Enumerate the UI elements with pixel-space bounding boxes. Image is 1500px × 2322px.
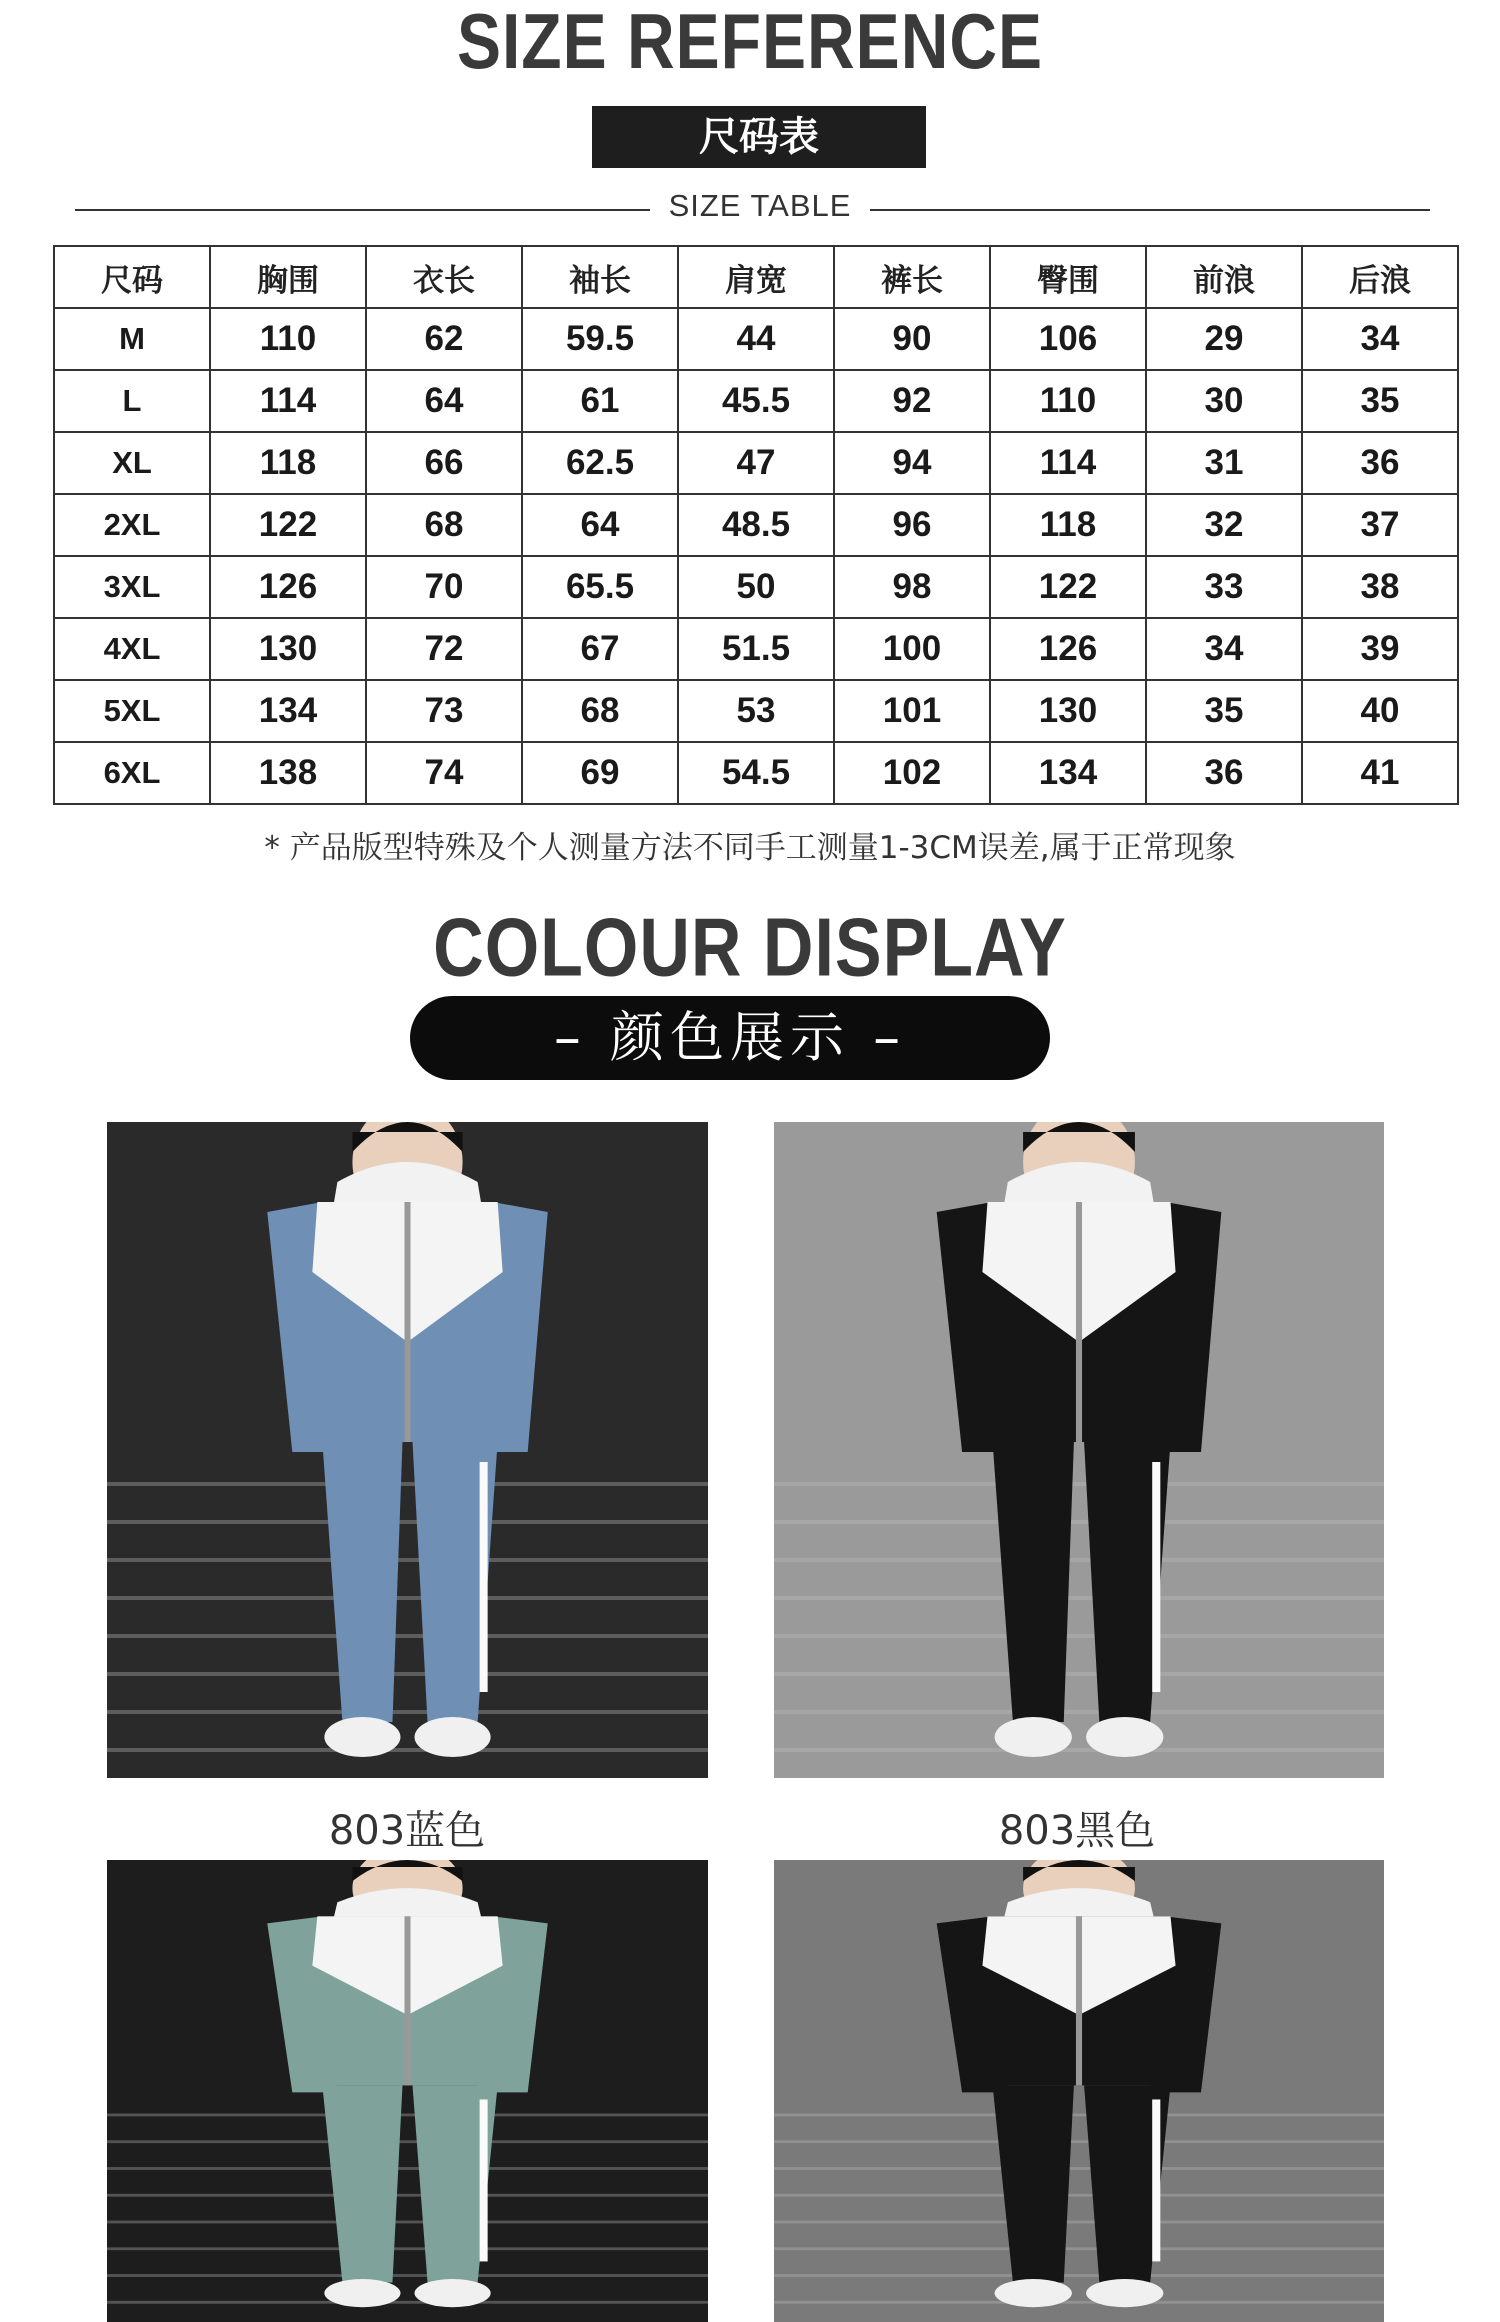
measurement-cell: 96 [834,494,990,556]
measurement-cell: 36 [1302,432,1458,494]
measurement-cell: 94 [834,432,990,494]
measurement-cell: 130 [990,680,1146,742]
size-header-cell: 胸围 [210,246,366,308]
product-photo-white-black [774,1860,1384,2322]
size-name-cell: M [54,308,210,370]
size-header-cell: 后浪 [1302,246,1458,308]
measurement-cell: 61 [522,370,678,432]
measurement-cell: 47 [678,432,834,494]
measurement-cell: 102 [834,742,990,804]
measurement-cell: 44 [678,308,834,370]
measurement-cell: 37 [1302,494,1458,556]
measurement-cell: 59.5 [522,308,678,370]
measurement-cell: 65.5 [522,556,678,618]
size-name-cell: 4XL [54,618,210,680]
measurement-cell: 35 [1302,370,1458,432]
size-table-header [54,246,1458,308]
measurement-cell: 114 [210,370,366,432]
measurement-cell: 134 [210,680,366,742]
measurement-cell: 29 [1146,308,1302,370]
measurement-cell: 110 [210,308,366,370]
measurement-cell: 50 [678,556,834,618]
divider-left [75,209,650,211]
measurement-cell: 62.5 [522,432,678,494]
measurement-cell: 72 [366,618,522,680]
product-photo-black [774,1122,1384,1778]
size-reference-title: SIZE REFERENCE [456,0,1044,85]
measurement-cell: 118 [210,432,366,494]
size-header-cell: 裤长 [834,246,990,308]
measurement-cell: 62 [366,308,522,370]
size-row [54,556,1458,618]
size-header-cell: 前浪 [1146,246,1302,308]
measurement-cell: 114 [990,432,1146,494]
measurement-cell: 70 [366,556,522,618]
size-table [53,245,1459,805]
measurement-cell: 100 [834,618,990,680]
measurement-cell: 122 [990,556,1146,618]
size-name-cell: 5XL [54,680,210,742]
size-name-cell: 6XL [54,742,210,804]
measurement-cell: 106 [990,308,1146,370]
measurement-cell: 31 [1146,432,1302,494]
measurement-cell: 134 [990,742,1146,804]
measurement-cell: 126 [990,618,1146,680]
size-header-cell: 肩宽 [678,246,834,308]
measurement-cell: 34 [1146,618,1302,680]
measurement-cell: 90 [834,308,990,370]
size-row [54,680,1458,742]
measurement-cell: 122 [210,494,366,556]
product-photo-blue [107,1122,708,1778]
size-row [54,742,1458,804]
size-name-cell: 2XL [54,494,210,556]
measurement-cell: 48.5 [678,494,834,556]
measurement-cell: 41 [1302,742,1458,804]
product-photo-green [107,1860,708,2322]
size-row [54,618,1458,680]
size-header-cell: 臀围 [990,246,1146,308]
size-row [54,494,1458,556]
measurement-cell: 40 [1302,680,1458,742]
size-row [54,370,1458,432]
size-row [54,432,1458,494]
measurement-cell: 68 [522,680,678,742]
measurement-cell: 130 [210,618,366,680]
size-header-cell: 尺码 [54,246,210,308]
measurement-cell: 138 [210,742,366,804]
measurement-cell: 51.5 [678,618,834,680]
measurement-cell: 64 [522,494,678,556]
colour-label-black: 803黑色 [998,1808,1156,1854]
product-illustration [774,1860,1384,2322]
size-chart-subtitle: 尺码表 [592,106,926,168]
measurement-cell: 33 [1146,556,1302,618]
measurement-cell: 101 [834,680,990,742]
measurement-cell: 68 [366,494,522,556]
size-table-label: SIZE TABLE [668,188,852,223]
size-header-cell: 衣长 [366,246,522,308]
size-name-cell: 3XL [54,556,210,618]
measurement-note: * 产品版型特殊及个人测量方法不同手工测量1-3CM误差,属于正常现象 [264,830,1236,866]
measurement-cell: 34 [1302,308,1458,370]
measurement-cell: 98 [834,556,990,618]
measurement-cell: 92 [834,370,990,432]
size-name-cell: L [54,370,210,432]
divider-right [870,209,1430,211]
size-row [54,308,1458,370]
measurement-cell: 73 [366,680,522,742]
measurement-cell: 53 [678,680,834,742]
measurement-cell: 38 [1302,556,1458,618]
colour-label-blue: 803蓝色 [328,1808,486,1854]
product-illustration [107,1860,708,2322]
measurement-cell: 54.5 [678,742,834,804]
product-illustration [774,1122,1384,1778]
measurement-cell: 45.5 [678,370,834,432]
measurement-cell: 36 [1146,742,1302,804]
measurement-cell: 66 [366,432,522,494]
measurement-cell: 110 [990,370,1146,432]
measurement-cell: 69 [522,742,678,804]
measurement-cell: 126 [210,556,366,618]
measurement-cell: 74 [366,742,522,804]
product-illustration [107,1122,708,1778]
size-header-cell: 袖长 [522,246,678,308]
colour-display-subtitle: – 颜色展示 – [410,996,1050,1080]
measurement-cell: 30 [1146,370,1302,432]
size-name-cell: XL [54,432,210,494]
measurement-cell: 39 [1302,618,1458,680]
measurement-cell: 118 [990,494,1146,556]
measurement-cell: 32 [1146,494,1302,556]
colour-display-title: COLOUR DISPLAY [433,900,1067,994]
measurement-cell: 35 [1146,680,1302,742]
measurement-cell: 64 [366,370,522,432]
measurement-cell: 67 [522,618,678,680]
